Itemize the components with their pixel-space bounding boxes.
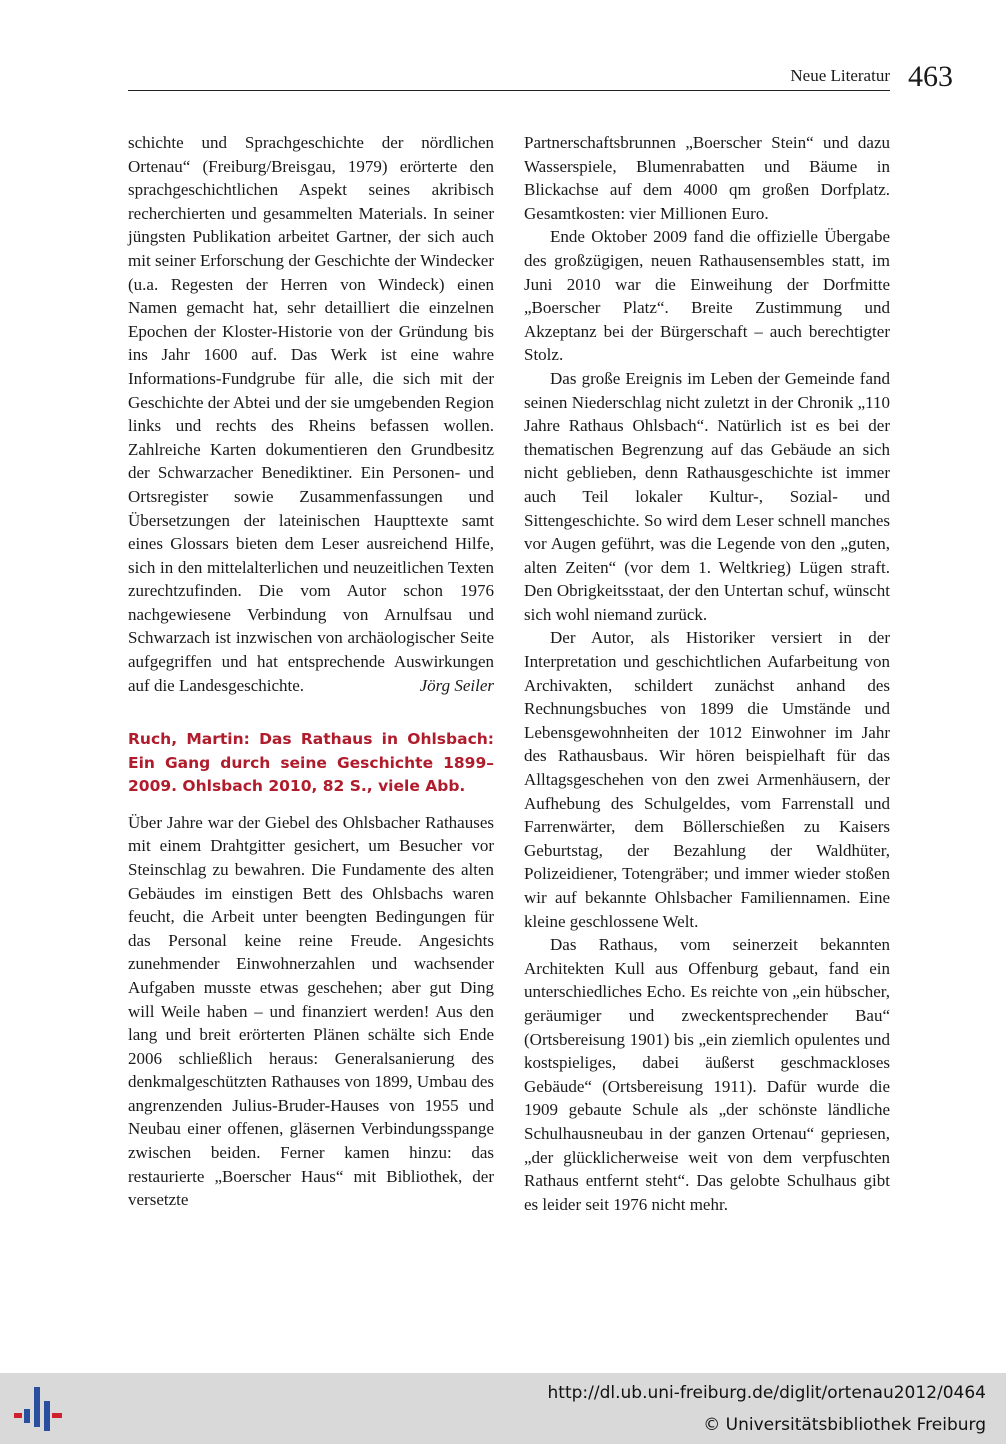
right-column [524,131,890,1216]
review-paragraph: Partnerschaftsbrunnen „Boerscher Stein“ und dazu Wasserspiele, Blumenrabatten und Bäume in Blickachse auf dem 4000 qm großen Dorfplatz. Gesamtkosten: vier Millionen Euro. [524,133,890,223]
review-heading: Ruch, Martin: Das Rathaus in Ohlsbach: Ein Gang durch seine Geschichte 1899–2009. Ohlsbach 2010, 82 S., viele Abb. [128,730,494,796]
page-number: 463 [908,60,953,93]
library-logo-icon [14,1383,64,1435]
review-paragraph: Ende Oktober 2009 fand die offizielle Übergabe des großzügigen, neuen Rathausensembles statt, im Juni 2010 war die Einweihung der Dorfmitte „Boerscher Platz“. Breite Zustimmung und Akzeptanz bei der Bürgerschaft – auch berechtigter Stolz. [524,227,890,365]
review-paragraph: Über Jahre war der Giebel des Ohlsbacher Rathauses mit einem Drahtgitter gesichert, um Besucher vor Steinschlag zu bewahren. Die Fundamente des alten Gebäudes im einstigen Bett des Ohlsbachs waren feucht, die Arbeit unter beengten Bedingungen für das Personal keine reine Freude. Angesichts zunehmender Einwohnerzahlen und wachsender Aufgaben musste etwas geschehen; aber gut Ding will Weile haben – und finanziert werden! Aus den lang und breit erörterten Plänen schälte sich Ende 2006 schließlich heraus: Generalsanierung des denkmalgeschützten Rathauses von 1899, Umbau des angrenzenden Julius-Bruder-Hauses von 1955 und Neubau einer offenen, gläsernen Verbindungsspange zwischen beiden. Ferner kamen hinzu: das restaurierte „Boerscher Haus“ mit Bibliothek, der versetzte [128,812,494,1210]
left-column [128,131,494,1212]
section-title: Neue Literatur [790,66,890,85]
review-paragraph: Der Autor, als Historiker versiert in der Interpretation und geschichtlichen Aufarbeitung von Archivakten, schildert zunächst anhand des Rechnungsbuches von 1899 die Umstände und Lebensgewohnheiten der 1012 Einwohner im Jahr des Rathausbaus. Wir hören beispielhaft für das Alltagsgeschehen von den zwei Armenhäusern, der Aufhebung des Schulgeldes, vom Farrenstall und Farrenwärter, dem Böllerschießen zu Kaisers Geburtstag, der Bezahlung der Waldhüter, Polizeidiener, Totengräber; und immer wieder stoßen wir auf bekannte Ohlsbacher Familiennamen. Eine kleine geschlossene Welt. [524,628,890,931]
review-paragraph: schichte und Sprachgeschichte der nördlichen Ortenau“ (Freiburg/Breisgau, 1979) erörterte den sprachgeschichtlichen Aspekt seines akribisch recherchierten und gesammelten Materials. In seiner jüngsten Publikation arbeitet Gartner, der sich auch mit seiner Erforschung der Geschichte der Windecker (u.a. Regesten der Herren von Windeck) einen Namen gemacht hat, sehr detailliert die einzelnen Epochen der Kloster-Historie von der Gründung bis ins Jahr 1600 auf. Das Werk ist eine wahre Informations-Fundgrube für alle, die sich mit der Geschichte der Abtei und der sie umgebenden Region links und rechts des Rheins befassen wollen. Zahlreiche Karten dokumentieren den Grundbesitz der Schwarzacher Benediktiner. Ein Personen- und Ortsregister sowie Zusammenfassungen und Übersetzungen der lateinischen Haupttexte samt eines Glossars bieten dem Leser ausreichend Hilfe, sich in den mittelalterlichen und neuzeitlichen Texten zurechtzufinden. Die vom Autor schon 1976 nachgewiesene Verbindung von Arnulfsau und Schwarzach ist inzwischen von archäologischer Seite aufgegriffen und hat entsprechende Auswirkungen auf die Landesgeschichte. Jörg Seiler [128,131,494,697]
review-paragraph: Das große Ereignis im Leben der Gemeinde fand seinen Niederschlag nicht zuletzt in der Chronik „110 Jahre Rathaus Ohlsbach“. Natürlich ist es bei der thematischen Begrenzung auf das Gebäude an sich nicht geblieben, denn Rathausgeschichte ist immer auch Teil lokaler Kultur-, Sozial- und Sittengeschichte. So wird dem Leser schnell manches vor Augen geführt, was die Legende von den „guten, alten Zeiten“ (vor dem 1. Weltkrieg) Lügen straft. Den Obrigkeitsstaat, der den Untertan schuf, wünscht sich wohl niemand zurück. [524,368,890,624]
source-url-link[interactable]: http://dl.ub.uni-freiburg.de/diglit/ortenau2012/0464 [547,1383,986,1403]
running-header [128,60,890,91]
review-author: Jörg Seiler [419,675,494,695]
review-paragraph: Das Rathaus, vom seinerzeit bekannten Architekten Kull aus Offenburg gebaut, fand ein unterschiedliches Echo. Es reichte von „ein hübscher, geräumiger und zweckentsprechender Bau“ (Ortsbereisung 1901) bis „ein ziemlich opulentes und kostspieliges, dabei äußerst geschmackloses Gebäude“ (Ortsbereisung 1911). Dafür wurde die 1909 gebaute Schule als „der schönste ländliche Schulhausneubau in der ganzen Ortenau“ gepriesen, „der glücklicherweise weit von dem verpfuschten Rathaus entfernt steht“. Das gelobte Schulhaus gibt es leider seit 1976 nicht mehr. [524,935,890,1214]
footer-bar [0,1373,1006,1444]
copyright-notice: © Universitätsbibliothek Freiburg [703,1415,986,1435]
